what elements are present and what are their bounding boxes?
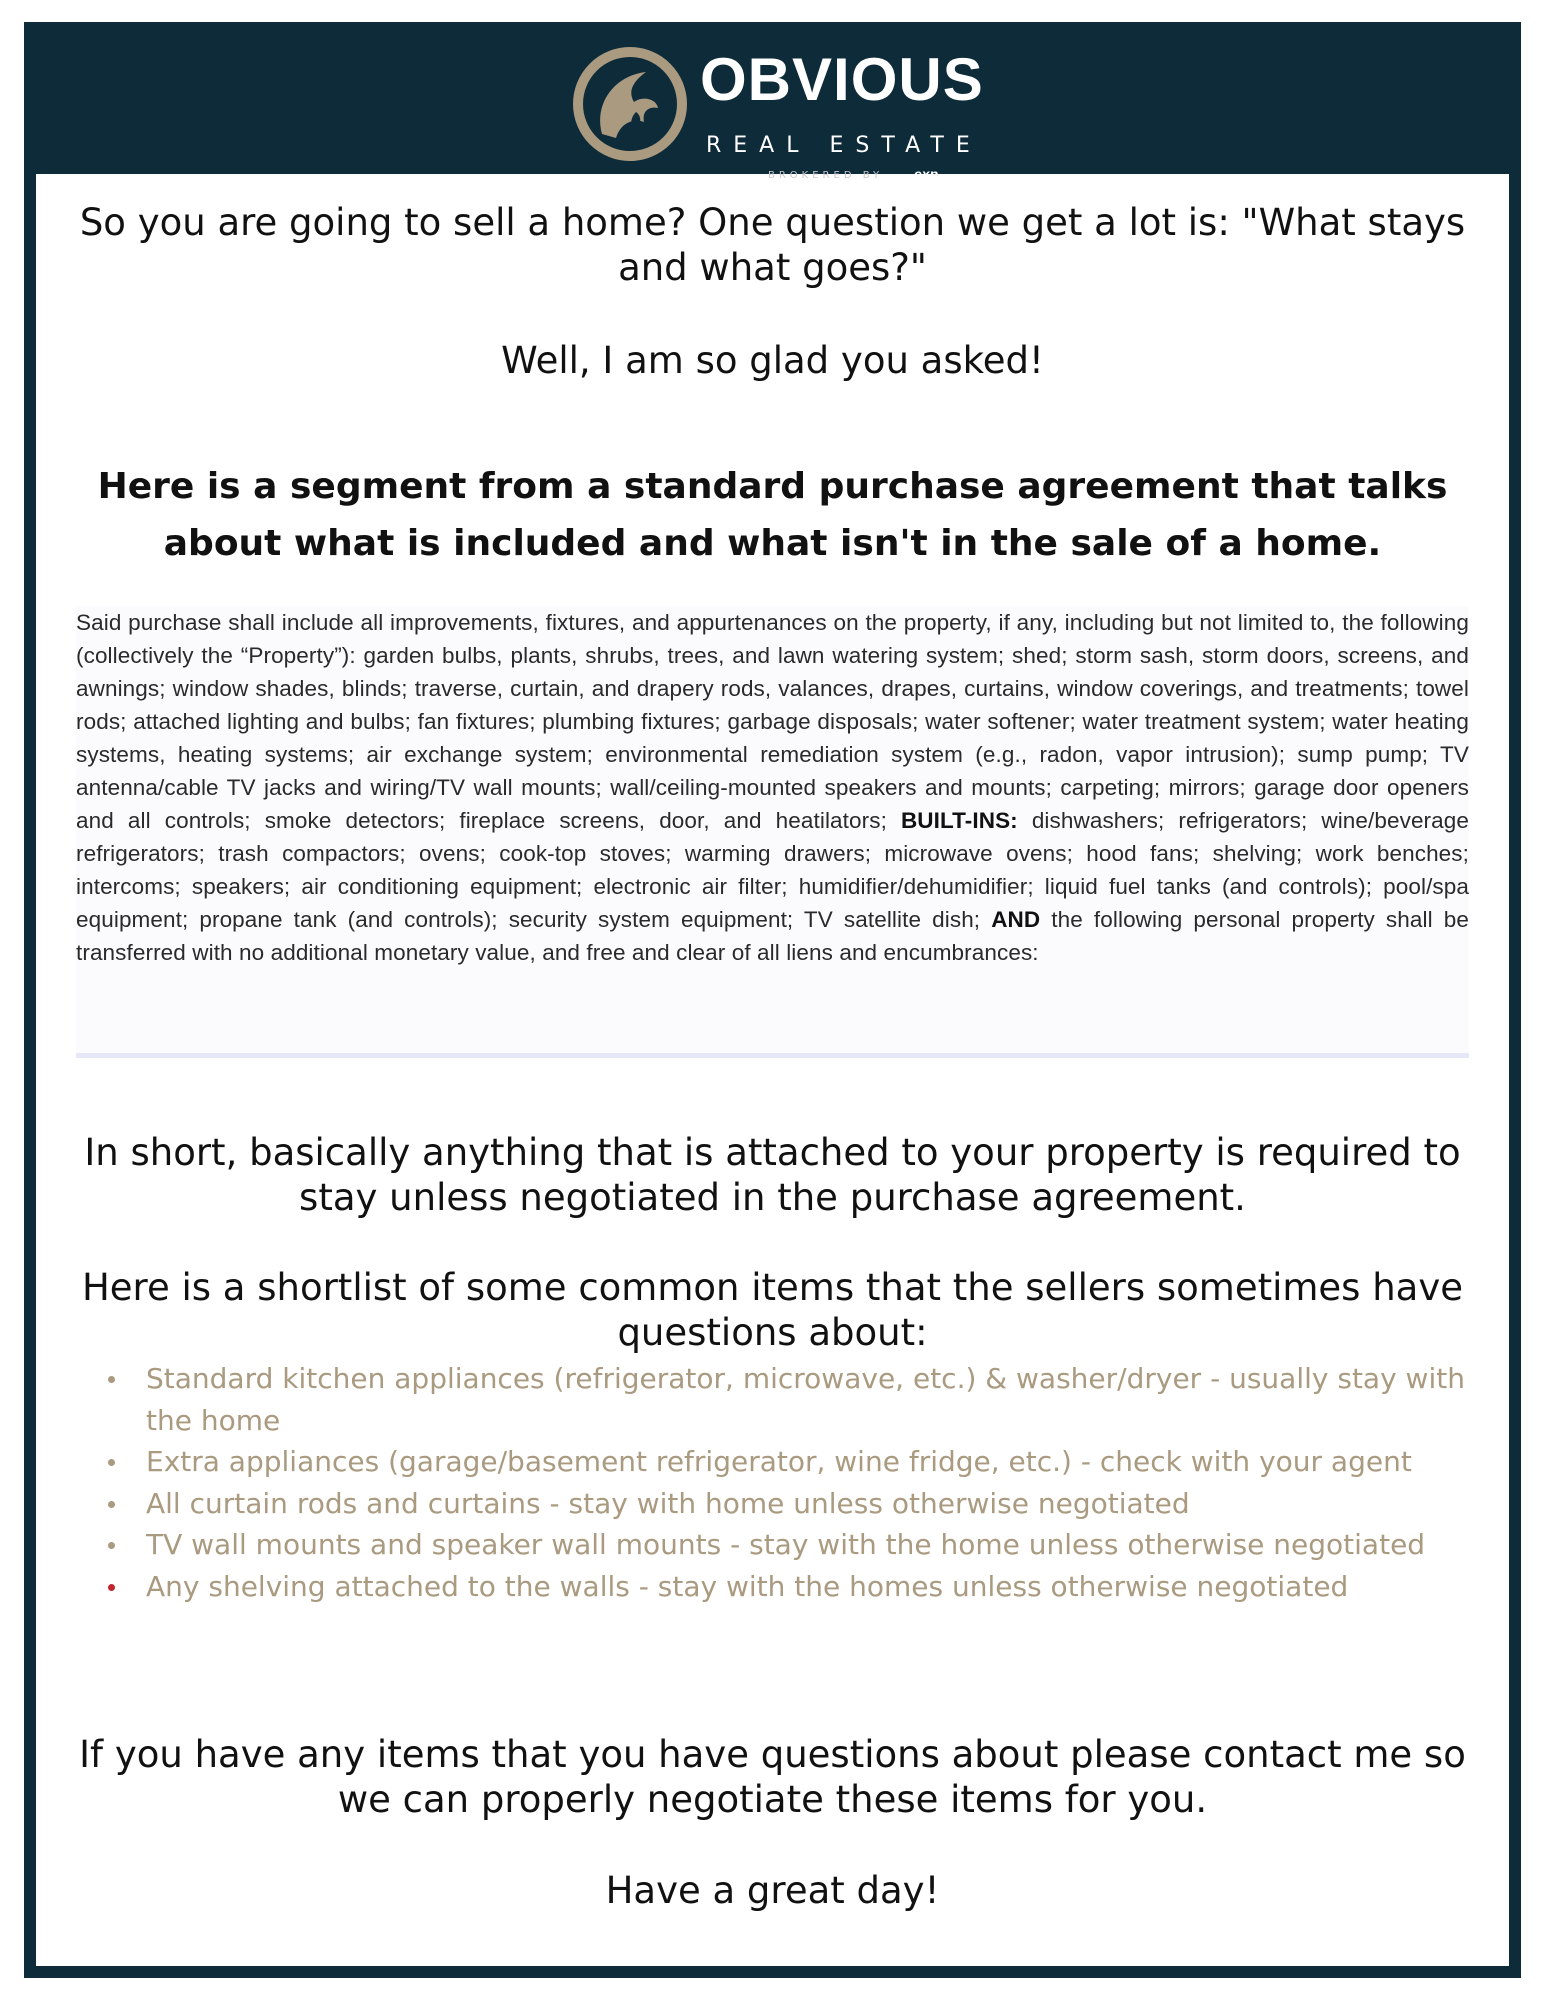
exp-logo: exp bbox=[914, 166, 939, 182]
list-item: Extra appliances (garage/basement refrigerator, wine fridge, etc.) - check with your agent bbox=[146, 1441, 1469, 1483]
shortlist-intro: Here is a shortlist of some common items that the sellers sometimes have questions about: bbox=[81, 1266, 1464, 1354]
closing-text: If you have any items that you have questions about please contact me so we can properly negotiate these items for you. bbox=[79, 1733, 1466, 1821]
intro-answer: Well, I am so glad you asked! bbox=[501, 339, 1044, 382]
list-item: Any shelving attached to the walls - stay with the homes unless otherwise negotiated bbox=[146, 1566, 1469, 1608]
clause-built-ins: BUILT-INS: bbox=[900, 808, 1018, 833]
signoff-text: Have a great day! bbox=[605, 1869, 940, 1912]
agreement-text bbox=[76, 606, 1469, 969]
brand-header bbox=[36, 22, 1509, 182]
shortlist bbox=[76, 1358, 1469, 1607]
brand-logo bbox=[572, 46, 1032, 182]
list-item: Standard kitchen appliances (refrigerator, microwave, etc.) & washer/dryer - usually stay with the home bbox=[146, 1358, 1469, 1441]
intro-question: So you are going to sell a home? One question we get a lot is: "What stays and what goes?" bbox=[79, 201, 1466, 289]
brokered-by-label: BROKERED BY bbox=[768, 170, 884, 181]
list-item: All curtain rods and curtains - stay with home unless otherwise negotiated bbox=[146, 1483, 1469, 1525]
clause-and: AND bbox=[991, 907, 1041, 932]
clause-part-1: Said purchase shall include all improvements, fixtures, and appurtenances on the property, if any, including but not limited to, the following (collectively the “Property”): garden bulbs, plants, shrubs, trees, and lawn watering system; shed; storm sash, storm doors, screens, and awnings; window shades, blinds; traverse, curtain, and drapery rods, valances, drapes, curtains, window coverings, and treatments; towel rods; attached lighting and bulbs; fan fixtures; plumbing fixtures; garbage disposals; water softener; water treatment system; water heating systems, heating systems; air exchange system; environmental remediation system (e.g., radon, vapor intrusion); sump pump; TV antenna/cable TV jacks and wiring/TV wall mounts; wall/ceiling-mounted speakers and mounts; carpeting; mirrors; garage door openers and all controls; smoke detectors; fireplace screens, door, and heatilators; bbox=[76, 610, 1469, 833]
summary-text: In short, basically anything that is attached to your property is required to stay unless negotiated in the purchase agreement. bbox=[84, 1131, 1461, 1219]
clause-part-2: dishwashers; refrigerators; wine/beverage refrigerators; trash compactors; ovens; cook-top stoves; warming drawers; microwave ovens; hood fans; shelving; work benches; intercoms; speakers; air conditioning equipment; electronic air filter; humidifier/dehumidifier; liquid fuel tanks (and controls); pool/spa equipment; propane tank (and controls); security system equipment; TV satellite dish; bbox=[76, 808, 1469, 932]
brand-name: OBVIOUS bbox=[700, 46, 984, 113]
segment-heading: Here is a segment from a standard purchase agreement that talks about what is included and what isn't in the sale of a home. bbox=[97, 466, 1448, 564]
list-item: TV wall mounts and speaker wall mounts - stay with the home unless otherwise negotiated bbox=[146, 1524, 1469, 1566]
flyer-frame bbox=[24, 22, 1521, 1978]
clause-part-3: the following personal property shall be transferred with no additional monetary value, and free and clear of all liens and encumbrances: bbox=[76, 907, 1469, 965]
lion-icon bbox=[572, 46, 688, 162]
brand-subtitle: REAL ESTATE bbox=[706, 133, 982, 158]
agreement-excerpt bbox=[76, 606, 1469, 1058]
